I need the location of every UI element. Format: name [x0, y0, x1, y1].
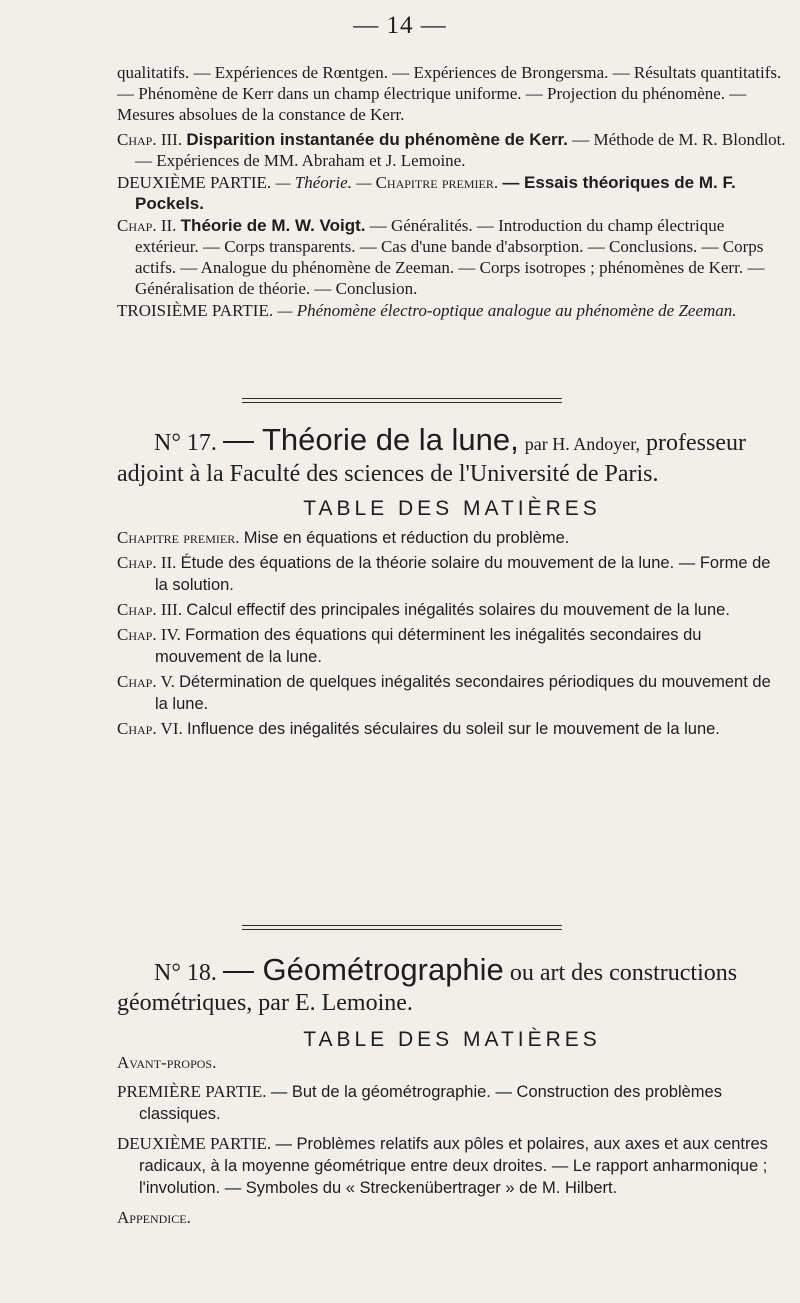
chap2-entry: [117, 215, 787, 299]
part2-label: DEUXIÈME PARTIE.: [117, 173, 272, 192]
notice-17-number: N° 17.: [154, 430, 217, 456]
divider-1b: [242, 402, 562, 403]
chapter-entry: [117, 599, 787, 621]
chapter-label: Chap. II.: [117, 553, 177, 572]
part-label: DEUXIÈME PARTIE.: [117, 1134, 272, 1153]
chap2-label: Chap. II.: [117, 216, 177, 235]
part-entry: [117, 1133, 787, 1199]
chapter-label: Chapitre premier.: [117, 528, 240, 547]
notice-17-heading: [117, 422, 787, 489]
notice-18-toc-title: TABLE DES MATIÈRES: [303, 1028, 601, 1051]
notice-17-chapters: [117, 527, 787, 740]
chapter-title: Calcul effectif des principales inégalités solaires du mouvement de la lune.: [186, 601, 730, 619]
divider-2b: [242, 929, 562, 930]
chapter-title: Influence des inégalités séculaires du soleil sur le mouvement de la lune.: [186, 720, 720, 738]
chapter-title: Mise en équations et réduction du problème.: [243, 529, 570, 547]
top-section: [117, 62, 787, 322]
notice-17-toc-title: TABLE DES MATIÈRES: [303, 497, 601, 520]
chapter-entry: [117, 671, 787, 715]
part2-theorie: — Théorie. —: [275, 173, 372, 192]
notice-17: [117, 422, 787, 743]
chapter-title: Formation des équations qui déterminent les inégalités secondaires du mouvement de la lune.: [155, 626, 702, 666]
chap2-title: Théorie de M. W. Voigt.: [180, 216, 366, 235]
part-entry: [117, 1081, 787, 1125]
part3-title: — Phénomène électro-optique analogue au phénomène de Zeeman.: [277, 301, 737, 320]
notice-17-byline: par H. Andoyer,: [524, 434, 641, 454]
chapter-label: Chap. IV.: [117, 625, 181, 644]
part2-entry: [117, 172, 787, 214]
chapter-entry: [117, 624, 787, 668]
chapter-label: Chap. III.: [117, 600, 183, 619]
part-title: — Problèmes relatifs aux pôles et polaires, aux axes et aux centres radicaux, à la moyenne géométrique entre deux droites. — Le rapport anharmonique ; l'involution. — Symboles du « Streckenübertrager » de M. Hilbert.: [139, 1135, 768, 1197]
chapter-entry: [117, 718, 787, 740]
notice-18: [117, 952, 787, 1229]
notice-18-rest: ou art des constructions géométriques, par E. Lemoine.: [117, 960, 738, 1016]
chap3-entry: [117, 129, 787, 171]
chapter-entry: [117, 552, 787, 596]
continuation-text: qualitatifs. — Expériences de Rœntgen. — Expériences de Brongersma. — Résultats quantitatifs. — Phénomène de Kerr dans un champ électrique uniforme. — Projection du phénomène. — Mesures absolues de la constance de Kerr.: [117, 63, 782, 124]
chapter-label: Chap. V.: [117, 672, 175, 691]
part-title: — But de la géométrographie. — Construction des problèmes classiques.: [139, 1083, 722, 1123]
part3-label: TROISIÈME PARTIE.: [117, 301, 274, 320]
part2-title: — Essais théoriques de M. F. Pockels.: [135, 173, 736, 213]
chap2-rest: — Généralités. — Introduction du champ électrique extérieur. — Corps transparents. — Cas d'une bande d'absorption. — Conclusions. — Corps actifs. — Analogue du phénomène de Zeeman. — Corps isotropes ; phénomènes de Kerr. — Généralisation de théorie. — Conclusion.: [135, 216, 765, 298]
notice-18-title: — Géométrographie: [222, 952, 504, 987]
part-label: PREMIÈRE PARTIE.: [117, 1082, 267, 1101]
appendix: Appendice.: [117, 1208, 191, 1227]
chapter-title: Étude des équations de la théorie solaire du mouvement de la lune. — Forme de la solution.: [155, 554, 771, 594]
chap3-title: Disparition instantanée du phénomène de Kerr.: [186, 130, 568, 149]
page-number: — 14 —: [353, 12, 447, 39]
divider-2: [242, 925, 562, 926]
notice-18-heading: [117, 952, 787, 1018]
part3-entry: [117, 300, 787, 321]
part2-chap: Chapitre premier.: [375, 173, 499, 192]
notice-18-number: N° 18.: [154, 960, 217, 986]
chapter-label: Chap. VI.: [117, 719, 183, 738]
chap3-label: Chap. III.: [117, 130, 183, 149]
chapter-entry: [117, 527, 787, 549]
chapter-title: Détermination de quelques inégalités secondaires périodiques du mouvement de la lune.: [155, 673, 771, 713]
notice-17-rest: professeur adjoint à la Faculté des sciences de l'Université de Paris.: [117, 430, 747, 487]
avant-propos: Avant-propos.: [117, 1053, 217, 1072]
chap3-rest: — Méthode de M. R. Blondlot. — Expériences de MM. Abraham et J. Lemoine.: [135, 130, 786, 170]
divider-1: [242, 398, 562, 399]
notice-17-title: — Théorie de la lune,: [222, 422, 519, 457]
